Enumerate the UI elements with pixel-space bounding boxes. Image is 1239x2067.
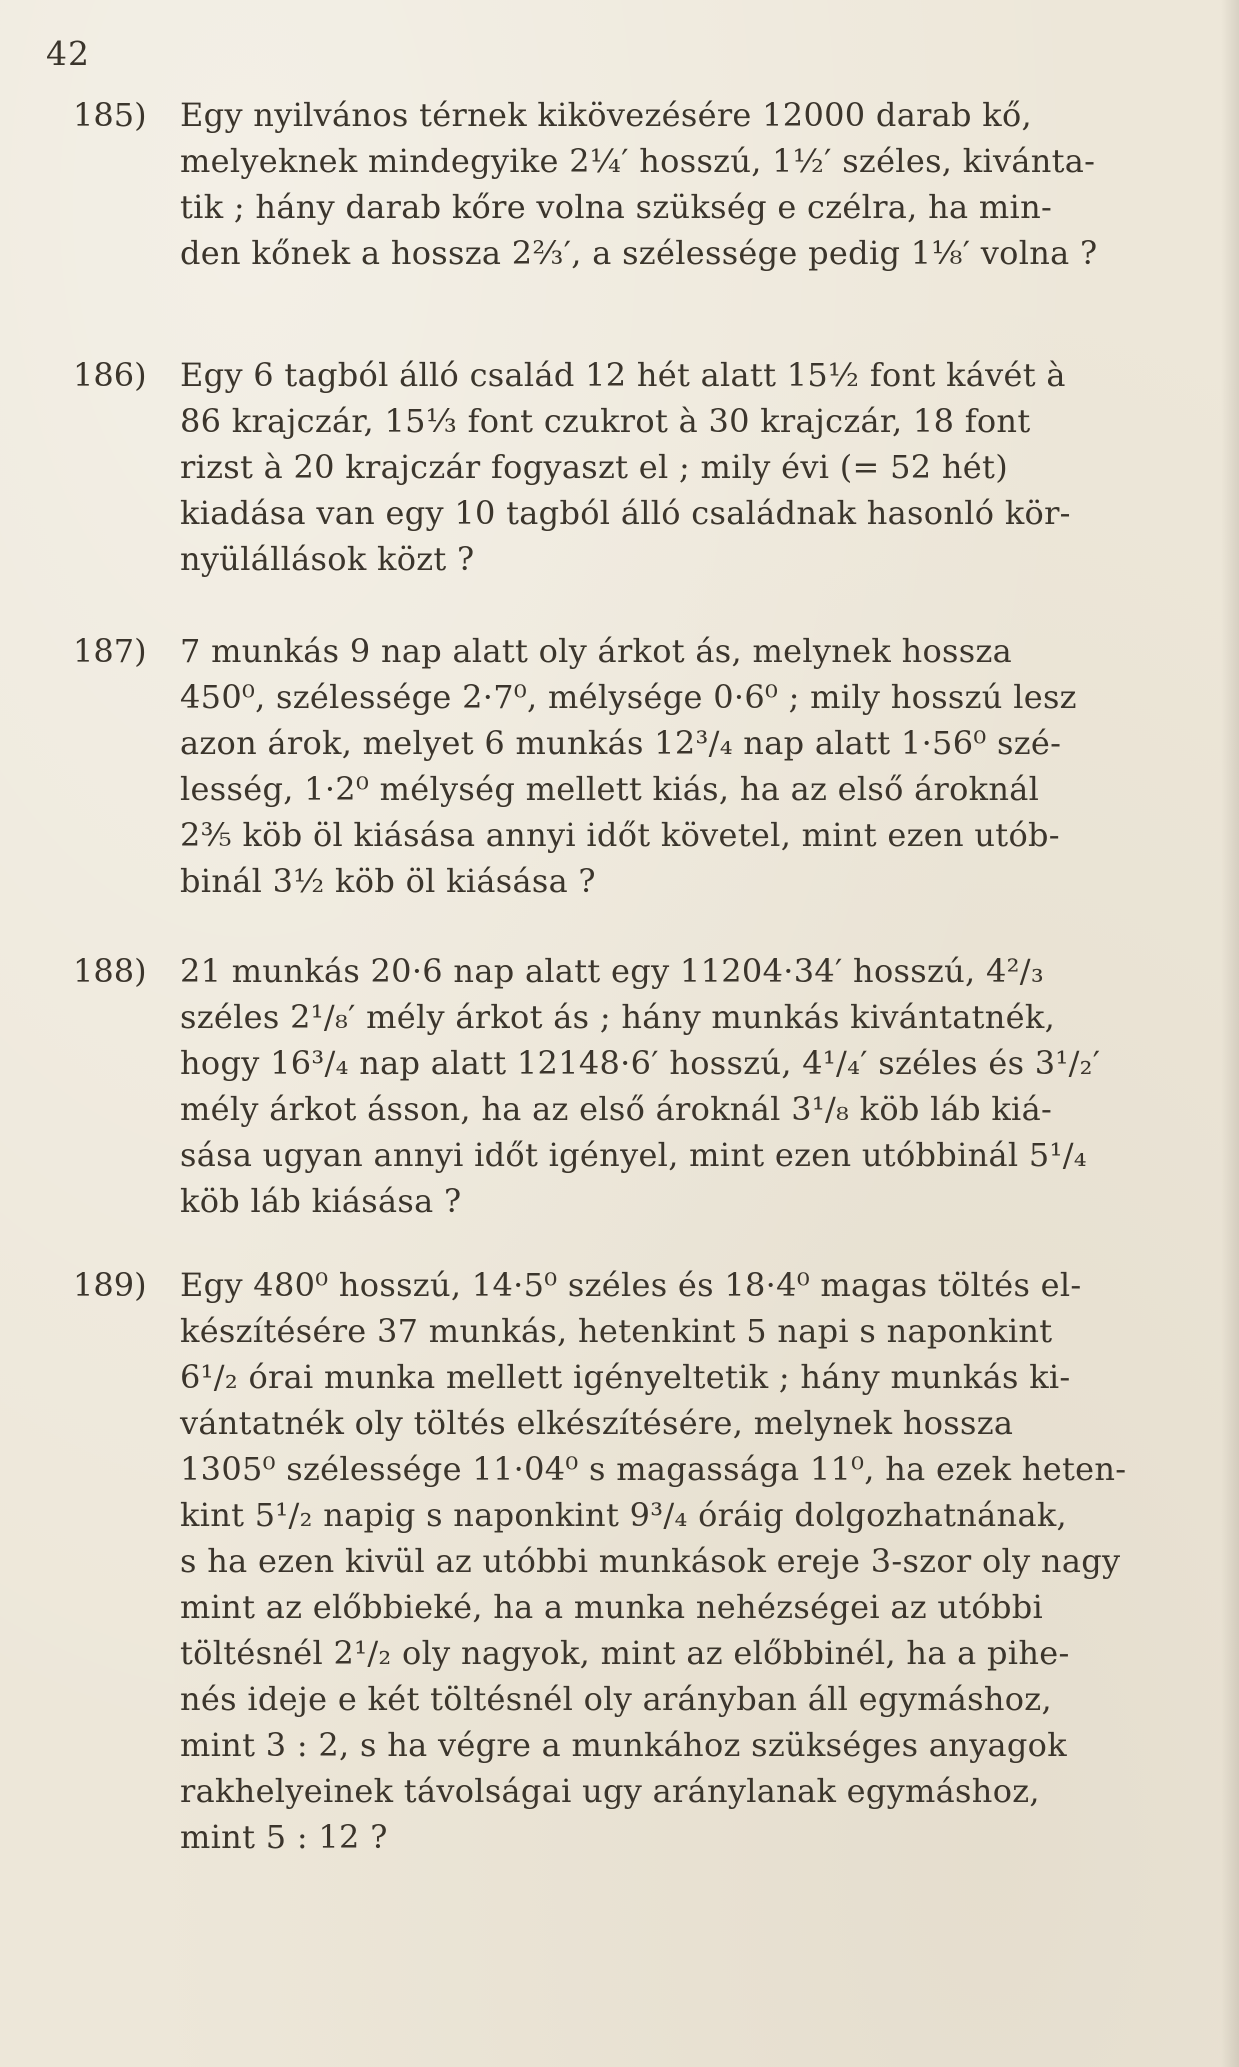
text-line: Egy 6 tagból álló család 12 hét alatt 15½ font kávét à [180,356,1066,394]
text-line: binál 3½ köb öl kiásása ? [180,862,596,900]
text-line: azon árok, melyet 6 munkás 12³/₄ nap alatt 1·56⁰ szé- [180,724,1062,762]
text-line: készítésére 37 munkás, hetenkint 5 napi s naponkint [180,1312,1053,1350]
page-number: 42 [46,34,90,73]
text-line: 7 munkás 9 nap alatt oly árkot ás, melynek hossza [180,632,1013,670]
text-line: 6¹/₂ órai munka mellett igényeltetik ; hány munkás ki- [180,1358,1071,1396]
text-line: mint 5 : 12 ? [180,1818,388,1856]
text-line: sása ugyan annyi időt igényel, mint ezen utóbbinál 5¹/₄ [180,1136,1087,1174]
text-line: tik ; hány darab kőre volna szükség e czélra, ha min- [180,188,1053,226]
text-line: rizst à 20 krajczár fogyaszt el ; mily évi (= 52 hét) [180,448,1008,486]
text-line: vántatnék oly töltés elkészítésére, melynek hossza [180,1404,1014,1442]
problem-number: 187) [73,632,147,670]
text-line: 86 krajczár, 15⅓ font czukrot à 30 krajczár, 18 font [180,402,1031,440]
text-line: rakhelyeinek távolságai ugy aránylanak egymáshoz, [180,1772,1040,1810]
problem-number: 185) [73,96,147,134]
page-edge-shadow [1221,0,1239,2067]
text-line: mély árkot ásson, ha az első ároknál 3¹/₈ köb láb kiá- [180,1090,1053,1128]
text-line: nyülállások közt ? [180,540,475,578]
text-line: köb láb kiásása ? [180,1182,462,1220]
text-line: s ha ezen kivül az utóbbi munkások ereje 3-szor oly nagy [180,1542,1121,1580]
text-line: 21 munkás 20·6 nap alatt egy 11204·34′ hosszú, 4²/₃ [180,952,1044,990]
text-line: széles 2¹/₈′ mély árkot ás ; hány munkás kivántatnék, [180,998,1056,1036]
text-line: kiadása van egy 10 tagból álló családnak hasonló kör- [180,494,1071,532]
text-line: töltésnél 2¹/₂ oly nagyok, mint az előbbinél, ha a pihe- [180,1634,1070,1672]
text-line: nés ideje e két töltésnél oly arányban áll egymáshoz, [180,1680,1052,1718]
text-line: 450⁰, szélessége 2·7⁰, mélysége 0·6⁰ ; mily hosszú lesz [180,678,1077,716]
text-line: mint 3 : 2, s ha végre a munkához szükséges anyagok [180,1726,1067,1764]
text-line: kint 5¹/₂ napig s naponkint 9³/₄ óráig dolgozhatnának, [180,1496,1067,1534]
text-line: 2⅗ köb öl kiásása annyi időt követel, mint ezen utób- [180,816,1060,854]
text-line: melyeknek mindegyike 2¼′ hosszú, 1½′ széles, kivánta- [180,142,1096,180]
text-line: den kőnek a hossza 2⅔′, a szélessége pedig 1⅛′ volna ? [180,234,1098,272]
text-line: Egy nyilvános térnek kikövezésére 12000 darab kő, [180,96,1033,134]
text-line: Egy 480⁰ hosszú, 14·5⁰ széles és 18·4⁰ magas töltés el- [180,1266,1082,1304]
problem-number: 186) [73,356,147,394]
problem-number: 189) [73,1266,147,1304]
text-line: mint az előbbieké, ha a munka nehézségei az utóbbi [180,1588,1044,1626]
text-line: 1305⁰ szélessége 11·04⁰ s magassága 11⁰, ha ezek heten- [180,1450,1127,1488]
text-line: lesség, 1·2⁰ mélység mellett kiás, ha az első ároknál [180,770,1040,808]
problem-number: 188) [73,952,147,990]
text-line: hogy 16³/₄ nap alatt 12148·6′ hosszú, 4¹/₄′ széles és 3¹/₂′ [180,1044,1101,1082]
